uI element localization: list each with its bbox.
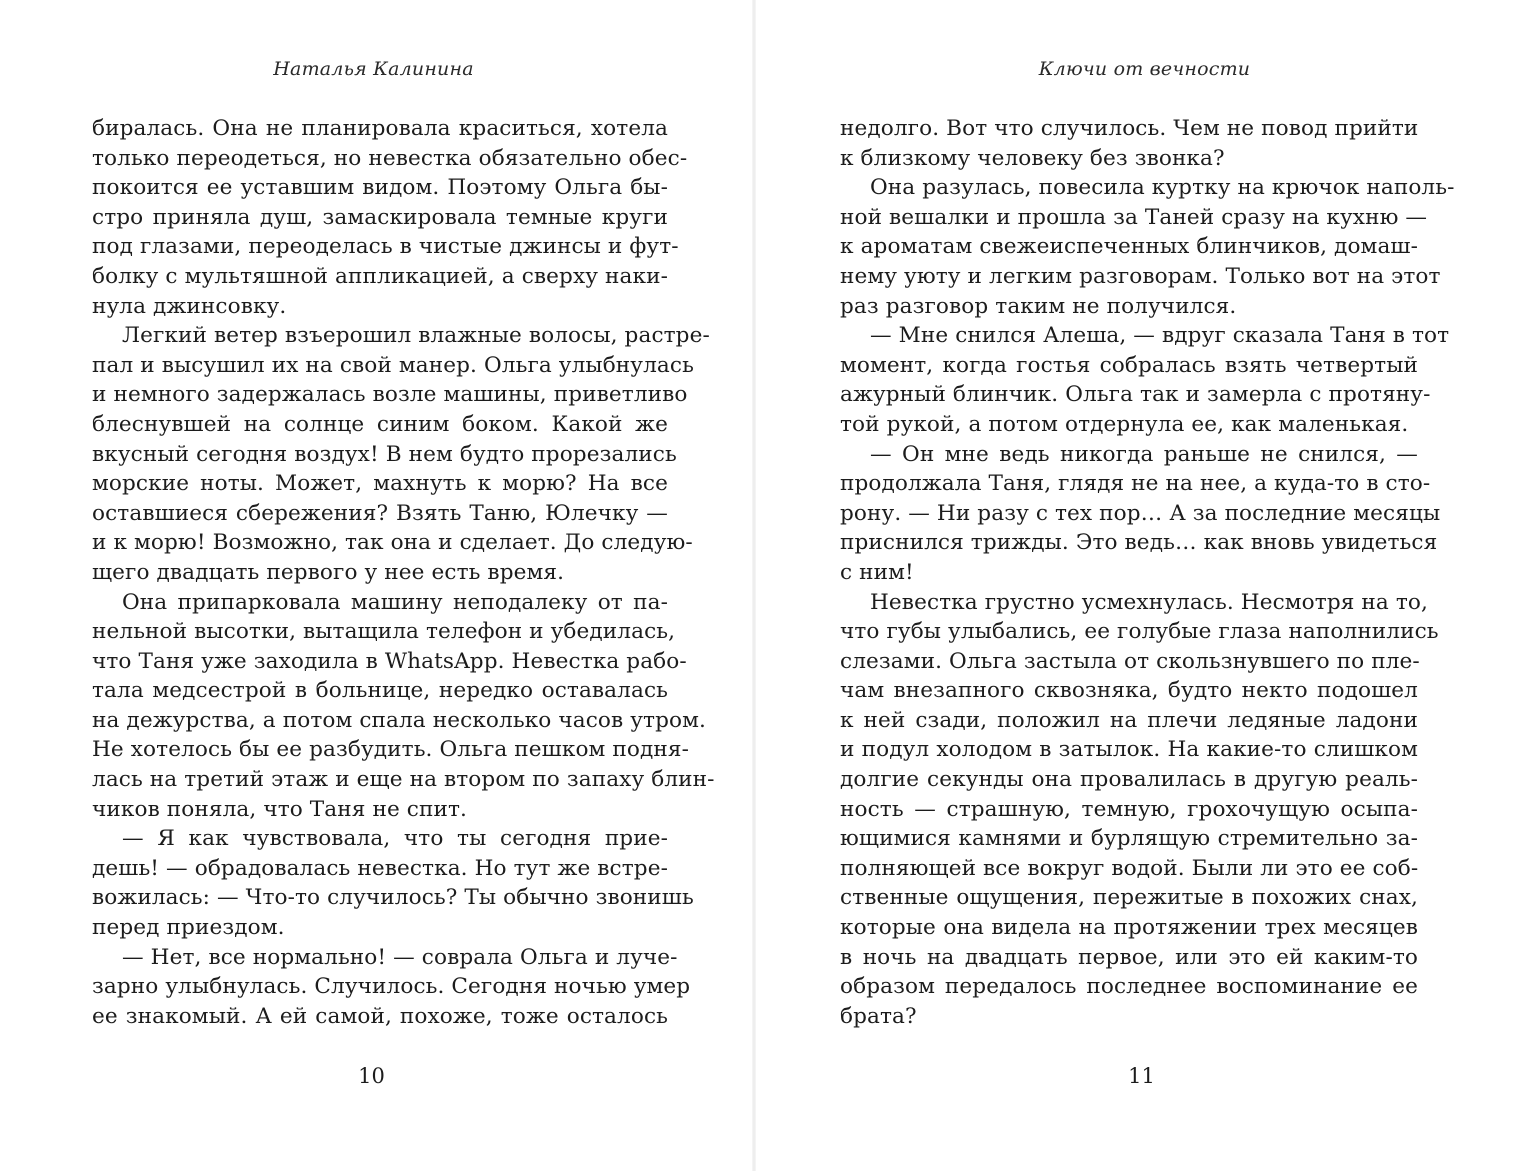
text-line: вкусный сегодня воздух! В нем будто прорезались (92, 441, 677, 467)
page-number: 11 (1128, 1064, 1155, 1088)
text-line: нему уюту и легким разговорам. Только вот на этот (840, 263, 1441, 289)
text-line: лась на третий этаж и еще на втором по запаху блин- (92, 767, 715, 793)
text-line: нельной высотки, вытащила телефон и убедилась, (92, 619, 676, 645)
text-line: той рукой, а потом отдернула ее, как маленькая. (840, 411, 1409, 437)
text-line: чам внезапного сквозняка, будто некто подошел (840, 678, 1418, 704)
text-line: приснился трижды. Это ведь… как вновь увидеться (840, 530, 1438, 556)
text-line: Она припарковала машину неподалеку от па- (122, 589, 668, 615)
text-line: что Таня уже заходила в WhatsApp. Невестка рабо- (92, 648, 687, 674)
right-page (756, 0, 1537, 1171)
text-line: перед приездом. (92, 915, 285, 941)
text-line: стро приняла душ, замаскировала темные круги (92, 204, 668, 230)
text-line: — Нет, все нормально! — соврала Ольга и луче- (122, 944, 678, 970)
text-line: пал и высушил их на свой манер. Ольга улыбнулась (92, 352, 694, 378)
text-line: блеснувшей на солнце синим боком. Какой же (92, 411, 668, 437)
text-line: зарно улыбнулась. Случилось. Сегодня ночью умер (92, 974, 691, 1000)
text-line: чиков поняла, что Таня не спит. (92, 796, 467, 822)
page-text (92, 114, 715, 1031)
text-line: брата? (840, 1003, 917, 1029)
text-line: нула джинсовку. (92, 293, 287, 319)
text-line: ной вешалки и прошла за Таней сразу на кухню — (840, 204, 1428, 230)
text-line: к близкому человеку без звонка? (840, 145, 1225, 171)
text-line: и подул холодом в затылок. На какие-то слишком (840, 737, 1418, 763)
text-line: рону. — Ни разу с тех пор… А за последние месяцы (840, 500, 1441, 526)
text-line: биралась. Она не планировала краситься, хотела (92, 116, 668, 141)
text-line: с ним! (840, 559, 914, 585)
text-line: только переодеться, но невестка обязательно обес- (92, 145, 688, 171)
text-line: раз разговор таким не получился. (840, 293, 1237, 319)
running-head-author: Наталья Калинина (273, 58, 474, 80)
text-line: оставшиеся сбережения? Взять Таню, Юлечку — (92, 500, 668, 526)
text-line: и немного задержалась возле машины, приветливо (92, 382, 688, 408)
page-number: 10 (358, 1064, 385, 1088)
text-line: морские ноты. Может, махнуть к морю? На все (92, 471, 668, 497)
text-line: ющимися камнями и бурлящую стремительно за- (840, 826, 1418, 852)
text-line: ее знакомый. А ей самой, похоже, тоже осталось (92, 1003, 668, 1029)
text-line: в ночь на двадцать первое, или это ей каким-то (840, 944, 1418, 970)
text-line: Легкий ветер взъерошил влажные волосы, растре- (122, 323, 710, 349)
text-line: которые она видела на протяжении трех месяцев (840, 915, 1418, 941)
text-line: Она разулась, повесила куртку на крючок наполь- (870, 175, 1455, 201)
text-line: дешь! — обрадовалась невестка. Но тут же встре- (92, 855, 668, 881)
text-line: под глазами, переоделась в чистые джинсы и фут- (92, 234, 679, 260)
page-text (840, 114, 1455, 1031)
text-line: полняющей все вокруг водой. Были ли это ее соб- (840, 855, 1419, 881)
text-line: ственные ощущения, пережитые в похожих снах, (840, 885, 1418, 911)
text-line: продолжала Таня, глядя не на нее, а куда-то в сто- (840, 471, 1431, 497)
text-line: тала медсестрой в больнице, нередко оставалась (92, 678, 668, 704)
text-line: — Я как чувствовала, что ты сегодня прие- (122, 826, 668, 852)
text-line: образом передалось последнее воспоминание ее (840, 974, 1418, 1000)
text-line: на дежурства, а потом спала несколько часов утром. (92, 707, 706, 733)
text-line: вожилась: — Что-то случилось? Ты обычно звонишь (92, 885, 694, 911)
text-line: ажурный блинчик. Ольга так и замерла с протяну- (840, 382, 1431, 408)
text-line: и к морю! Возможно, так она и сделает. До следую- (92, 530, 693, 556)
text-line: к ароматам свежеиспеченных блинчиков, домаш- (840, 234, 1418, 260)
text-line: момент, когда гостья собралась взять четвертый (840, 352, 1418, 378)
text-line: щего двадцать первого у нее есть время. (92, 559, 565, 585)
text-line: слезами. Ольга застыла от скользнувшего по пле- (840, 648, 1420, 674)
left-page (0, 0, 755, 1171)
running-head-title: Ключи от вечности (1038, 58, 1251, 80)
text-line: болку с мультяшной аппликацией, а сверху наки- (92, 263, 668, 289)
text-line: Невестка грустно усмехнулась. Несмотря на то, (870, 589, 1428, 615)
text-line: ность — страшную, темную, грохочущую осыпа- (840, 796, 1418, 822)
text-line: что губы улыбались, ее голубые глаза наполнились (840, 619, 1439, 645)
text-line: — Он мне ведь никогда раньше не снился, — (870, 441, 1418, 467)
text-line: — Мне снился Алеша, — вдруг сказала Таня в тот (870, 323, 1450, 349)
text-line: к ней сзади, положил на плечи ледяные ладони (840, 707, 1418, 733)
text-line: Не хотелось бы ее разбудить. Ольга пешком подня- (92, 737, 690, 763)
text-line: недолго. Вот что случилось. Чем не повод прийти (840, 116, 1419, 141)
text-line: долгие секунды она провалилась в другую реаль- (840, 767, 1418, 793)
text-line: покоится ее уставшим видом. Поэтому Ольга бы- (92, 175, 668, 201)
